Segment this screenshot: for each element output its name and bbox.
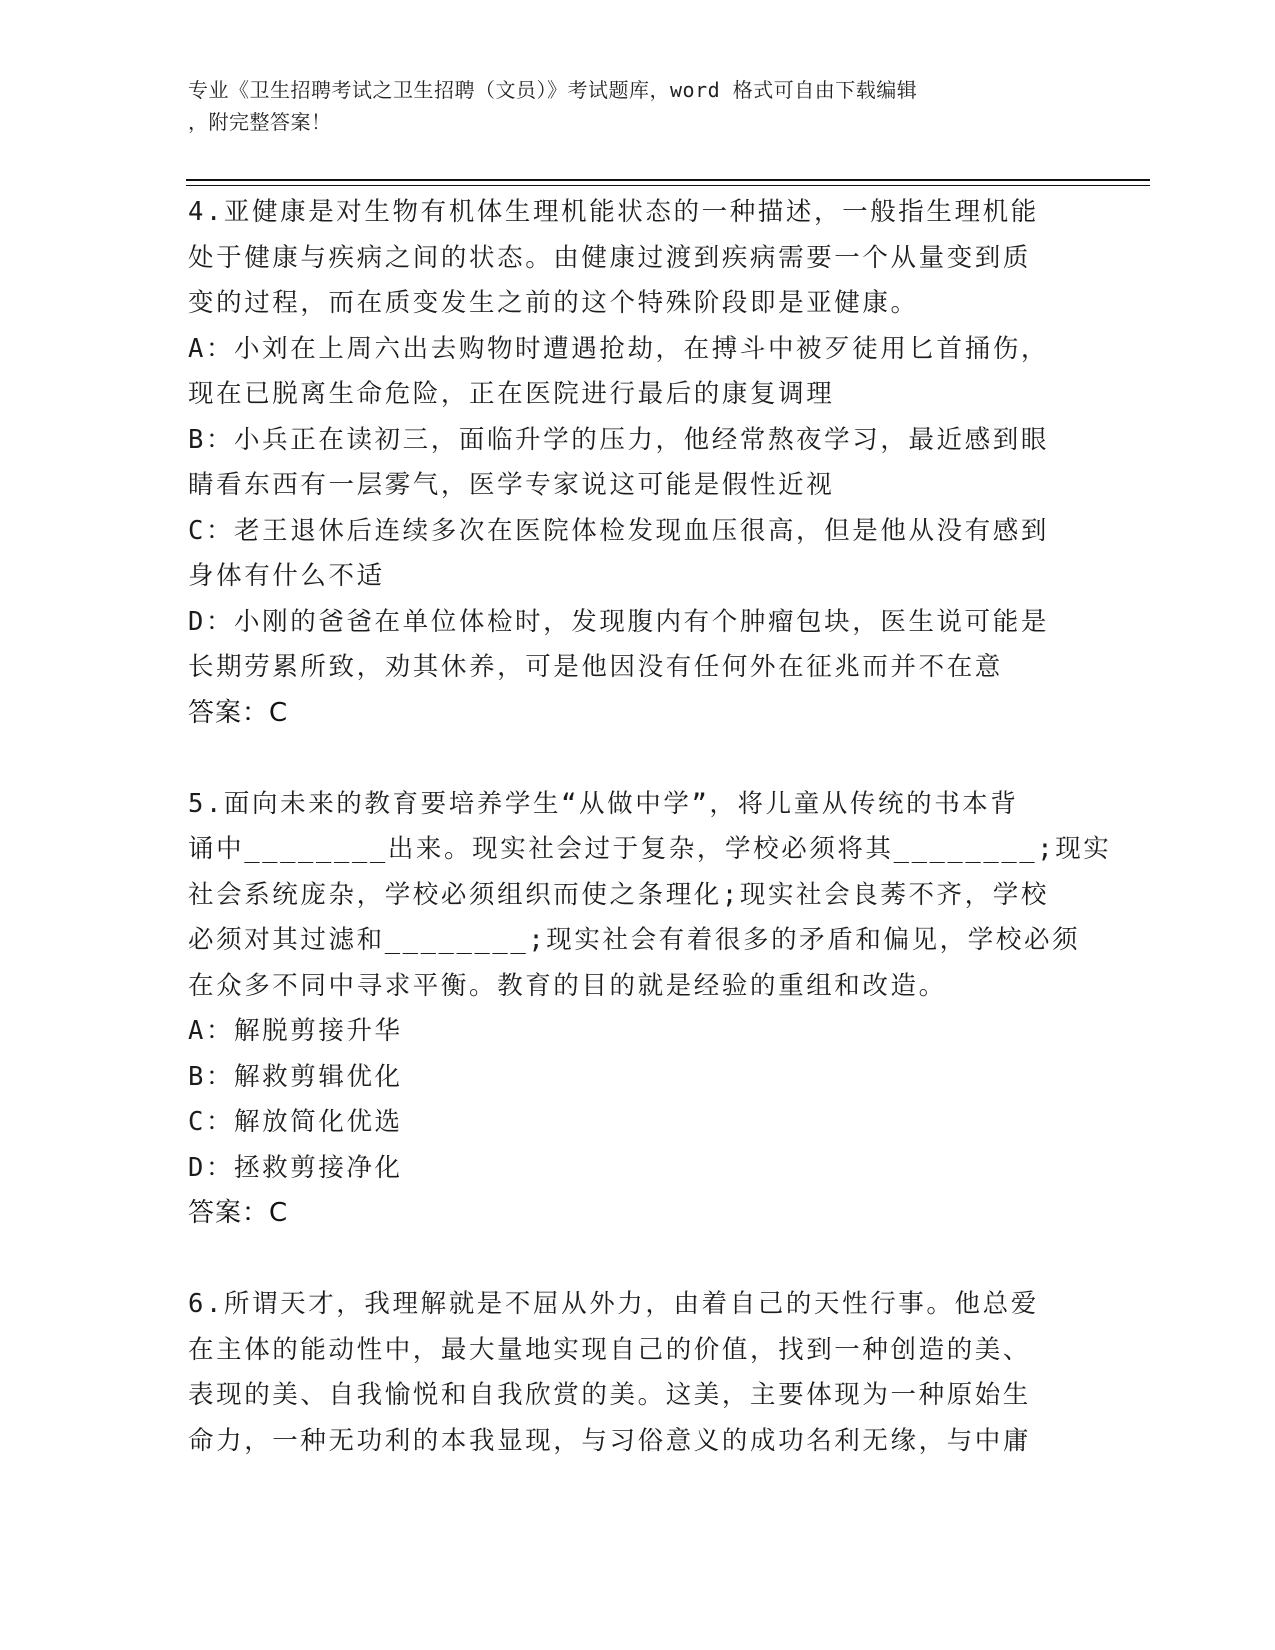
spacer <box>188 736 1088 782</box>
question-4-option-d: D：小刚的爸爸在单位体检时，发现腹内有个肿瘤包块，医生说可能是 <box>188 606 1049 637</box>
question-5-option-b: B：解救剪辑优化 <box>188 1061 403 1092</box>
question-5-stem-line: 必须对其过滤和________;现实社会有着很多的矛盾和偏见，学校必须 <box>188 925 1081 955</box>
question-4-option-b: B：小兵正在读初三，面临升学的压力，他经常熬夜学习，最近感到眼 <box>188 424 1049 455</box>
document-header <box>188 74 1068 138</box>
question-4-stem-line: 4.亚健康是对生物有机体生理机能状态的一种描述，一般指生理机能 <box>188 197 1039 227</box>
header-line-1: 专业《卫生招聘考试之卫生招聘（文员）》考试题库，word 格式可自由下载编辑 <box>188 78 918 102</box>
header-rule-thin <box>186 185 1150 186</box>
question-5-answer: 答案：C <box>188 1198 289 1228</box>
header-line-2: ，附完整答案！ <box>188 110 332 134</box>
question-5-stem-line: 诵中________出来。现实社会过于复杂，学校必须将其________;现实 <box>188 834 1112 864</box>
question-5 <box>188 782 1112 1237</box>
question-6-stem-line: 命力，一种无功利的本我显现，与习俗意义的成功名利无缘，与中庸 <box>188 1425 1032 1456</box>
question-4-option-a: A：小刘在上周六出去购物时遭遇抢劫，在搏斗中被歹徒用匕首捅伤， <box>188 333 1049 364</box>
question-5-option-c: C：解放简化优选 <box>188 1107 403 1137</box>
question-list <box>188 190 1112 1464</box>
question-4-option-c-cont: 身体有什么不适 <box>188 561 385 591</box>
question-6-stem-line: 在主体的能动性中，最大量地实现自己的价值，找到一种创造的美、 <box>188 1334 1032 1365</box>
question-5-option-d: D：拯救剪接净化 <box>188 1152 403 1183</box>
question-4-stem-line: 处于健康与疾病之间的状态。由健康过渡到疾病需要一个从量变到质 <box>188 242 1032 273</box>
question-4-answer: 答案：C <box>188 697 289 728</box>
header-rule-thick <box>186 179 1150 181</box>
question-4-stem-line: 变的过程，而在质变发生之前的这个特殊阶段即是亚健康。 <box>188 288 919 318</box>
question-5-option-a: A：解脱剪接升华 <box>188 1016 403 1046</box>
question-6 <box>188 1282 1088 1464</box>
question-5-stem-line: 5.面向未来的教育要培养学生“从做中学”，将儿童从传统的书本背 <box>188 788 1019 819</box>
question-4 <box>188 190 1088 736</box>
question-4-option-b-cont: 睛看东西有一层雾气，医学专家说这可能是假性近视 <box>188 470 835 500</box>
spacer <box>188 1237 1088 1283</box>
question-5-stem-line: 社会系统庞杂，学校必须组织而使之条理化;现实社会良莠不齐，学校 <box>188 879 1049 910</box>
question-6-stem-line: 6.所谓天才，我理解就是不屈从外力，由着自己的天性行事。他总爱 <box>188 1289 1039 1319</box>
question-6-stem-line: 表现的美、自我愉悦和自我欣赏的美。这美，主要体现为一种原始生 <box>188 1380 1032 1410</box>
question-4-option-d-cont: 长期劳累所致，劝其休养，可是他因没有任何外在征兆而并不在意 <box>188 652 1003 682</box>
question-4-option-c: C：老王退休后连续多次在医院体检发现血压很高，但是他从没有感到 <box>188 515 1049 546</box>
question-5-stem-line: 在众多不同中寻求平衡。教育的目的就是经验的重组和改造。 <box>188 970 947 1001</box>
question-4-option-a-cont: 现在已脱离生命危险，正在医院进行最后的康复调理 <box>188 379 835 409</box>
